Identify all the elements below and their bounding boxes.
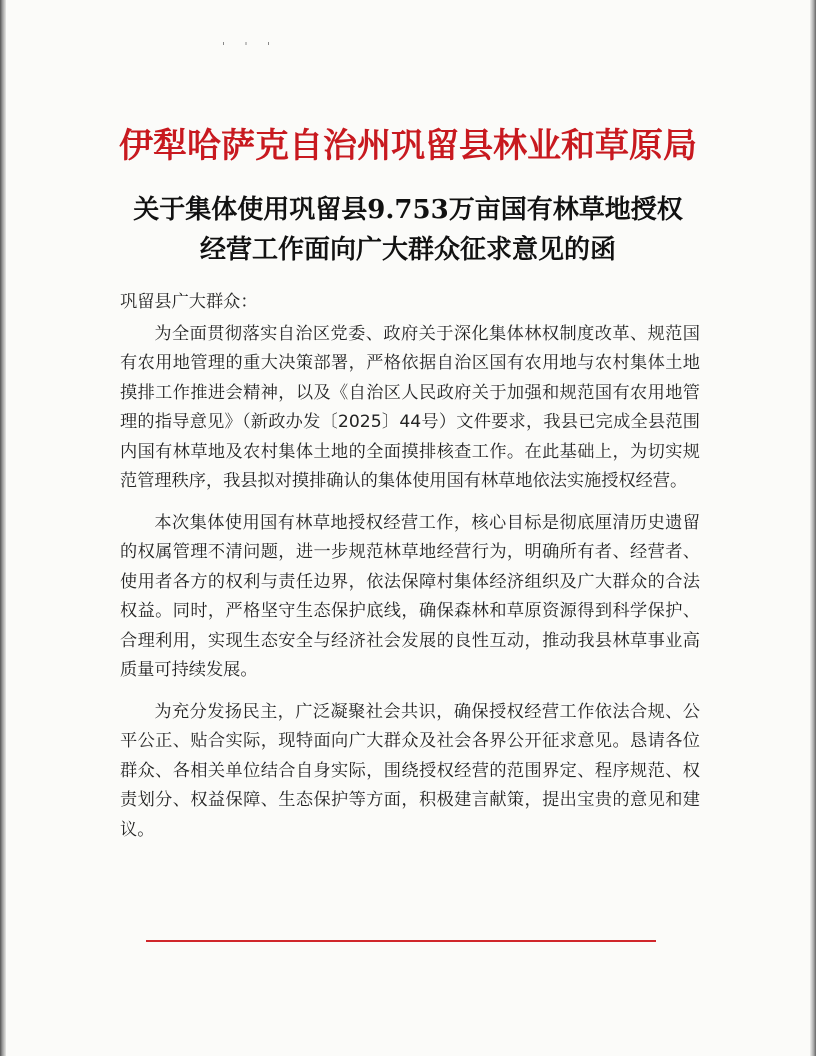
title-line-2: 经营工作面向广大群众征求意见的函 [199,235,616,265]
salutation: 巩留县广大群众： [120,292,258,312]
scan-specks: ' ' ' [222,40,279,53]
title-line-1: 关于集体使用巩留县9.753万亩国有林草地授权 [133,195,683,225]
document-title [0,190,816,270]
letterhead: 伊犁哈萨克自治州巩留县林业和草原局 [119,126,697,166]
paragraph-3: 为充分发扬民主，广泛凝聚社会共识，确保授权经营工作依法合规、公平公正、贴合实际，现特面向广大群众及社会各界公开征求意见。恳请各位群众、各相关单位结合自身实际，围绕授权经营的范围界定、程序规范、权责划分、权益保障、生态保护等方面，积极建言献策，提出宝贵的意见和建议。 [120,701,700,840]
footer-red-rule [146,940,656,942]
letter-body [120,288,700,845]
paragraph-2: 本次集体使用国有林草地授权经营工作，核心目标是彻底厘清历史遗留的权属管理不清问题，进一步规范林草地经营行为，明确所有者、经营者、使用者各方的权利与责任边界，依法保障村集体经济组织及广大群众的合法权益。同时，严格坚守生态保护底线，确保森林和草原资源得到科学保护、合理利用，实现生态安全与经济社会发展的良性互动，推动我县林草事业高质量可持续发展。 [120,512,700,680]
paragraph-1: 为全面贯彻落实自治区党委、政府关于深化集体林权制度改革、规范国有农用地管理的重大决策部署，严格依据自治区国有农用地与农村集体土地摸排工作推进会精神，以及《自治区人民政府关于加强和规范国有农用地管理的指导意见》（新政办发〔2025〕44号）文件要求，我县已完成全县范围内国有林草地及农村集体土地的全面摸排核查工作。在此基础上，为切实规范管理秩序，我县拟对摸排确认的集体使用国有林草地依法实施授权经营。 [120,323,700,491]
